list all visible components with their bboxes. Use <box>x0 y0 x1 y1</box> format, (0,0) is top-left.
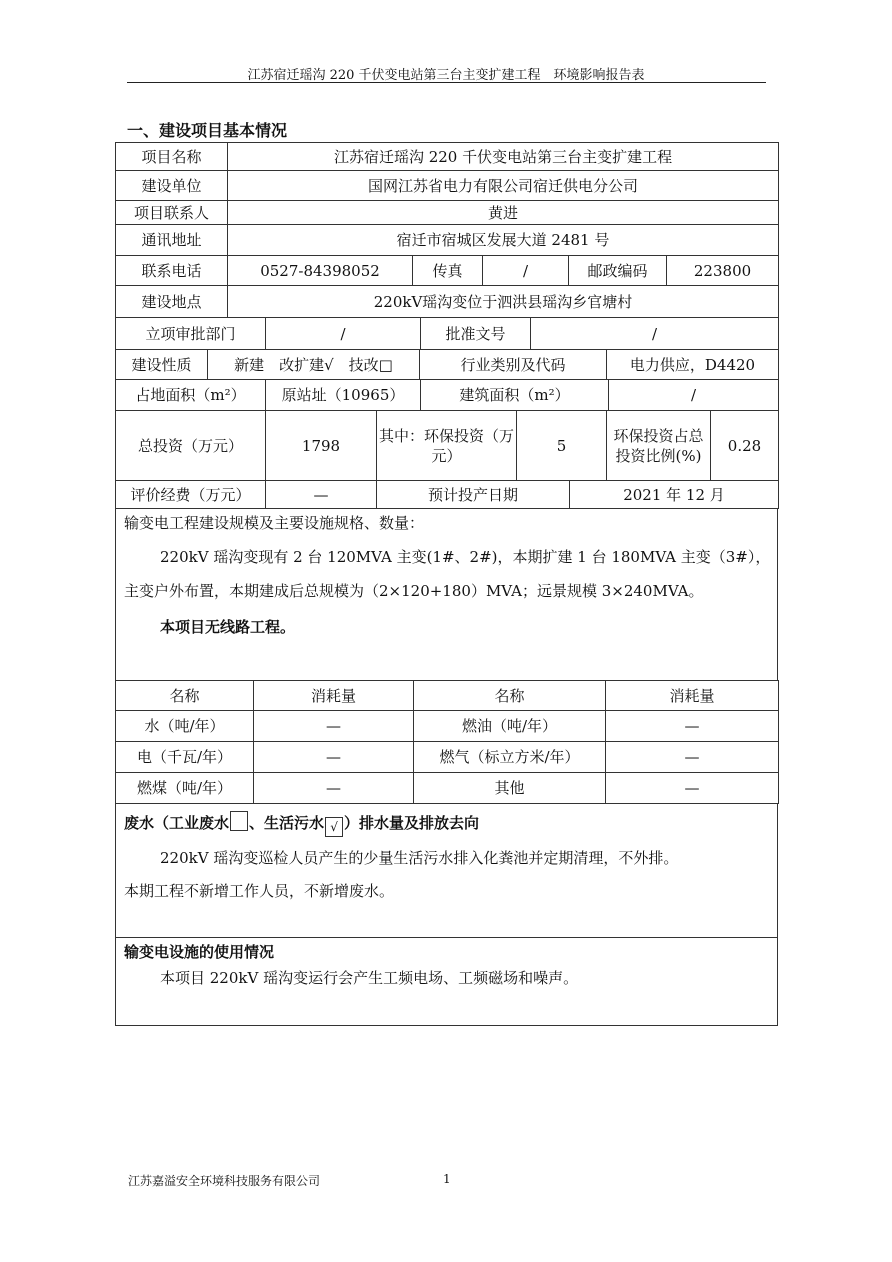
consumption-header: 消耗量 <box>254 681 414 711</box>
approval-dept-value: / <box>266 318 421 350</box>
consumption-cell: — <box>254 773 414 804</box>
unit-label: 建设单位 <box>116 171 228 201</box>
zip-value: 223800 <box>667 256 779 286</box>
wastewater-title-part: ）排水量及排放去向 <box>344 814 480 832</box>
prod-date-value: 2021 年 12 月 <box>570 481 779 509</box>
approval-no-value: / <box>531 318 779 350</box>
eval-fee-label: 评价经费（万元） <box>116 481 266 509</box>
table-row <box>116 773 779 804</box>
table-row <box>116 742 779 773</box>
building-label: 建筑面积（m²） <box>421 380 609 411</box>
contact-label: 项目联系人 <box>116 201 228 225</box>
info-table-fee <box>115 480 779 509</box>
info-table-nature <box>115 349 779 380</box>
info-table-area <box>115 379 779 411</box>
domestic-sewage-checkbox: √ <box>325 817 343 837</box>
scale-title: 输变电工程建设规模及主要设施规格、数量： <box>124 514 425 532</box>
contact-value: 黄进 <box>228 201 779 225</box>
info-table-mid <box>115 317 779 350</box>
scale-line-2: 主变户外布置，本期建成后总规模为（2×120+180）MVA；远景规模 3×240MVA。 <box>124 582 704 600</box>
usage-box <box>115 937 778 1026</box>
scale-box <box>115 508 778 681</box>
eval-fee-value: — <box>266 481 377 509</box>
wastewater-title <box>124 808 479 838</box>
ratio-label: 环保投资占总投资比例(%) <box>607 411 711 481</box>
land-value: 原站址（10965） <box>266 380 421 411</box>
consumption-cell: 燃油（吨/年） <box>414 711 606 742</box>
site-value: 220kV瑶沟变位于泗洪县瑶沟乡官塘村 <box>228 286 779 318</box>
approval-no-label: 批准文号 <box>421 318 531 350</box>
info-table-top <box>115 142 779 318</box>
consumption-table <box>115 680 779 804</box>
phone-value: 0527-84398052 <box>228 256 413 286</box>
wastewater-box <box>115 803 778 938</box>
zip-label: 邮政编码 <box>569 256 667 286</box>
header-rule <box>127 82 766 83</box>
consumption-header: 名称 <box>414 681 606 711</box>
approval-dept-label: 立项审批部门 <box>116 318 266 350</box>
fax-label: 传真 <box>413 256 483 286</box>
wastewater-title-part: 废水（工业废水 <box>124 814 230 832</box>
invest-label: 总投资（万元） <box>116 411 266 481</box>
wastewater-title-part: 、生活污水 <box>249 814 325 832</box>
nature-value: 新建 改扩建√ 技改□ <box>208 350 420 380</box>
site-label: 建设地点 <box>116 286 228 318</box>
section-title: 一、建设项目基本情况 <box>127 121 288 140</box>
page-number: 1 <box>443 1172 451 1186</box>
consumption-cell: 燃气（标立方米/年） <box>414 742 606 773</box>
land-label: 占地面积（m²） <box>116 380 266 411</box>
consumption-cell: 燃煤（吨/年） <box>116 773 254 804</box>
consumption-cell: — <box>606 711 779 742</box>
project-name: 江苏宿迁瑶沟 220 千伏变电站第三台主变扩建工程 <box>228 143 779 171</box>
address-label: 通讯地址 <box>116 225 228 256</box>
ratio-value: 0.28 <box>711 411 779 481</box>
consumption-cell: 电（千瓦/年） <box>116 742 254 773</box>
phone-label: 联系电话 <box>116 256 228 286</box>
industry-value: 电力供应，D4420 <box>607 350 779 380</box>
prod-date-label: 预计投产日期 <box>377 481 570 509</box>
footer-company: 江苏嘉溢安全环境科技服务有限公司 <box>128 1174 321 1188</box>
invest-value: 1798 <box>266 411 377 481</box>
consumption-cell: 其他 <box>414 773 606 804</box>
building-value: / <box>609 380 779 411</box>
consumption-header: 消耗量 <box>606 681 779 711</box>
consumption-cell: — <box>606 742 779 773</box>
project-name-label: 项目名称 <box>116 143 228 171</box>
consumption-cell: — <box>254 742 414 773</box>
document-header: 江苏宿迁瑶沟 220 千伏变电站第三台主变扩建工程 环境影响报告表 <box>247 68 645 83</box>
consumption-cell: — <box>606 773 779 804</box>
unit-value: 国网江苏省电力有限公司宿迁供电分公司 <box>228 171 779 201</box>
consumption-cell: 水（吨/年） <box>116 711 254 742</box>
info-table-invest <box>115 410 779 481</box>
address-value: 宿迁市宿城区发展大道 2481 号 <box>228 225 779 256</box>
nature-label: 建设性质 <box>116 350 208 380</box>
scale-line-3: 本项目无线路工程。 <box>160 618 296 636</box>
industry-label: 行业类别及代码 <box>420 350 607 380</box>
table-row <box>116 711 779 742</box>
consumption-cell: — <box>254 711 414 742</box>
usage-line-1: 本项目 220kV 瑶沟变运行会产生工频电场、工频磁场和噪声。 <box>160 969 579 987</box>
consumption-header: 名称 <box>116 681 254 711</box>
env-invest-label: 其中：环保投资（万元） <box>377 411 517 481</box>
scale-line-1: 220kV 瑶沟变现有 2 台 120MVA 主变(1#、2#)，本期扩建 1 台 180MVA 主变（3#）， <box>160 548 771 566</box>
env-invest-value: 5 <box>517 411 607 481</box>
fax-value: / <box>483 256 569 286</box>
industrial-wastewater-checkbox <box>230 811 248 831</box>
wastewater-line-1: 220kV 瑶沟变巡检人员产生的少量生活污水排入化粪池并定期清理，不外排。 <box>160 849 679 867</box>
wastewater-line-2: 本期工程不新增工作人员，不新增废水。 <box>124 882 395 900</box>
usage-title: 输变电设施的使用情况 <box>124 943 275 961</box>
